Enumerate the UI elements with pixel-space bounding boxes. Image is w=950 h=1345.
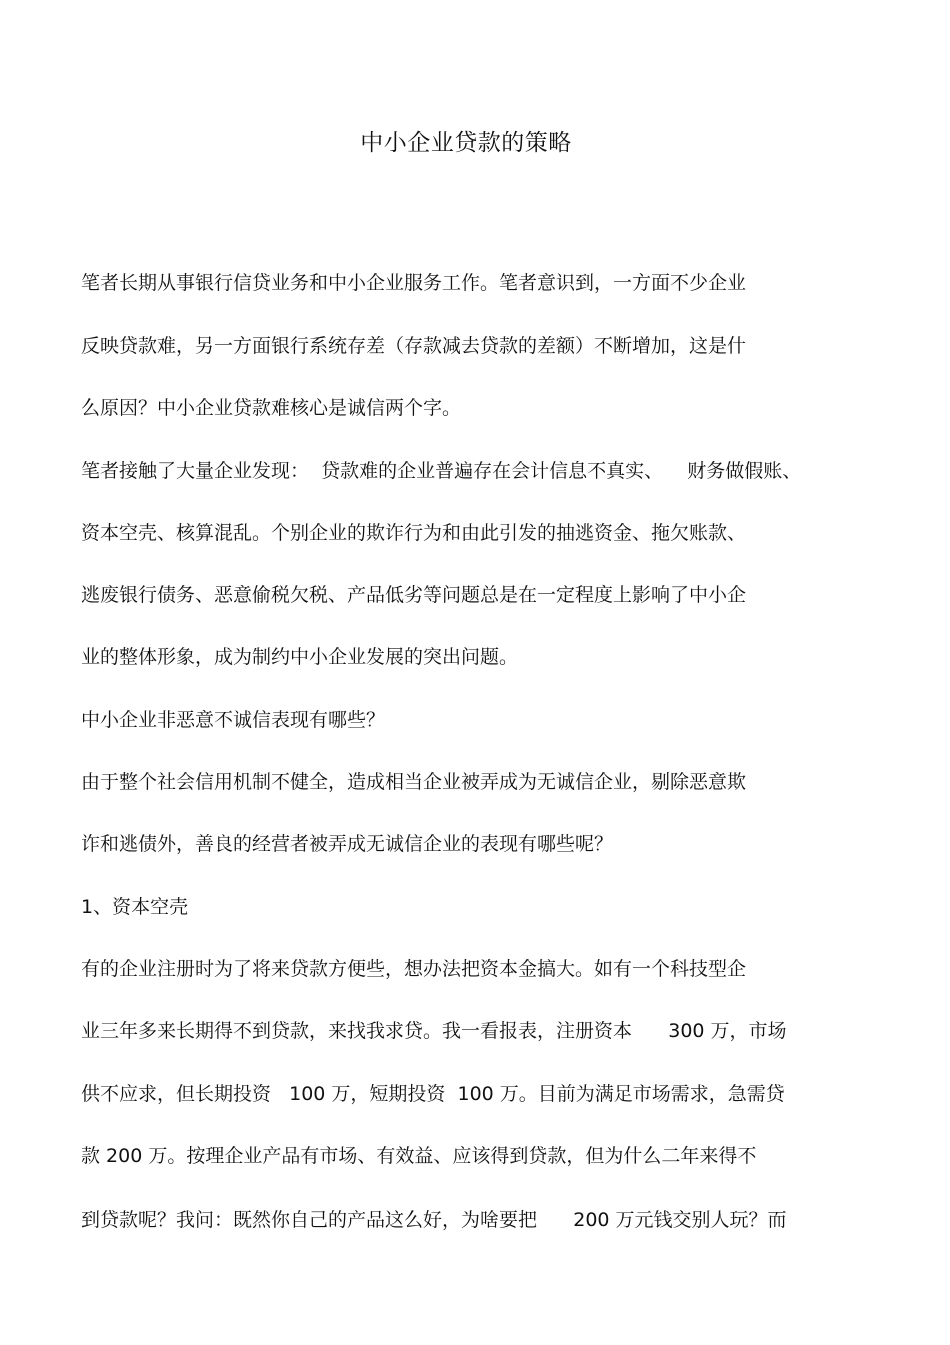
- paragraph-line: 笔者接触了大量企业发现： 贷款难的企业普遍存在会计信息不真实、 财务做假账、: [81, 460, 802, 482]
- paragraph-line: 到贷款呢？我问：既然你自己的产品这么好，为啥要把 200 万元钱交别人玩？而: [81, 1209, 787, 1231]
- paragraph-line: 业三年多来长期得不到贷款，来找我求贷。我一看报表，注册资本 300 万，市场: [81, 1020, 787, 1042]
- paragraph-line: 供不应求，但长期投资 100 万，短期投资 100 万。目前为满足市场需求，急需贷: [81, 1083, 785, 1105]
- paragraph-line: 么原因？中小企业贷款难核心是诚信两个字。: [81, 397, 462, 419]
- section-heading: 1、资本空壳: [81, 896, 189, 918]
- paragraph-line: 逃废银行债务、恶意偷税欠税、产品低劣等问题总是在一定程度上影响了中小企: [81, 584, 747, 606]
- paragraph-line: 由于整个社会信用机制不健全，造成相当企业被弄成为无诚信企业，剔除恶意欺: [81, 771, 747, 793]
- paragraph-line: 诈和逃债外，善良的经营者被弄成无诚信企业的表现有哪些呢？: [81, 833, 614, 855]
- paragraph-line: 款 200 万。按理企业产品有市场、有效益、应该得到贷款，但为什么二年来得不: [81, 1145, 757, 1167]
- paragraph-line: 反映贷款难，另一方面银行系统存差（存款减去贷款的差额）不断增加，这是什: [81, 335, 747, 357]
- paragraph-line: 有的企业注册时为了将来贷款方便些，想办法把资本金搞大。如有一个科技型企: [81, 958, 747, 980]
- section-heading: 中小企业非恶意不诚信表现有哪些？: [81, 709, 386, 731]
- document-title: 中小企业贷款的策略: [360, 130, 572, 156]
- paragraph-line: 业的整体形象，成为制约中小企业发展的突出问题。: [81, 646, 519, 668]
- paragraph-line: 资本空壳、核算混乱。个别企业的欺诈行为和由此引发的抽逃资金、拖欠账款、: [81, 522, 747, 544]
- paragraph-line: 笔者长期从事银行信贷业务和中小企业服务工作。笔者意识到，一方面不少企业: [81, 272, 747, 294]
